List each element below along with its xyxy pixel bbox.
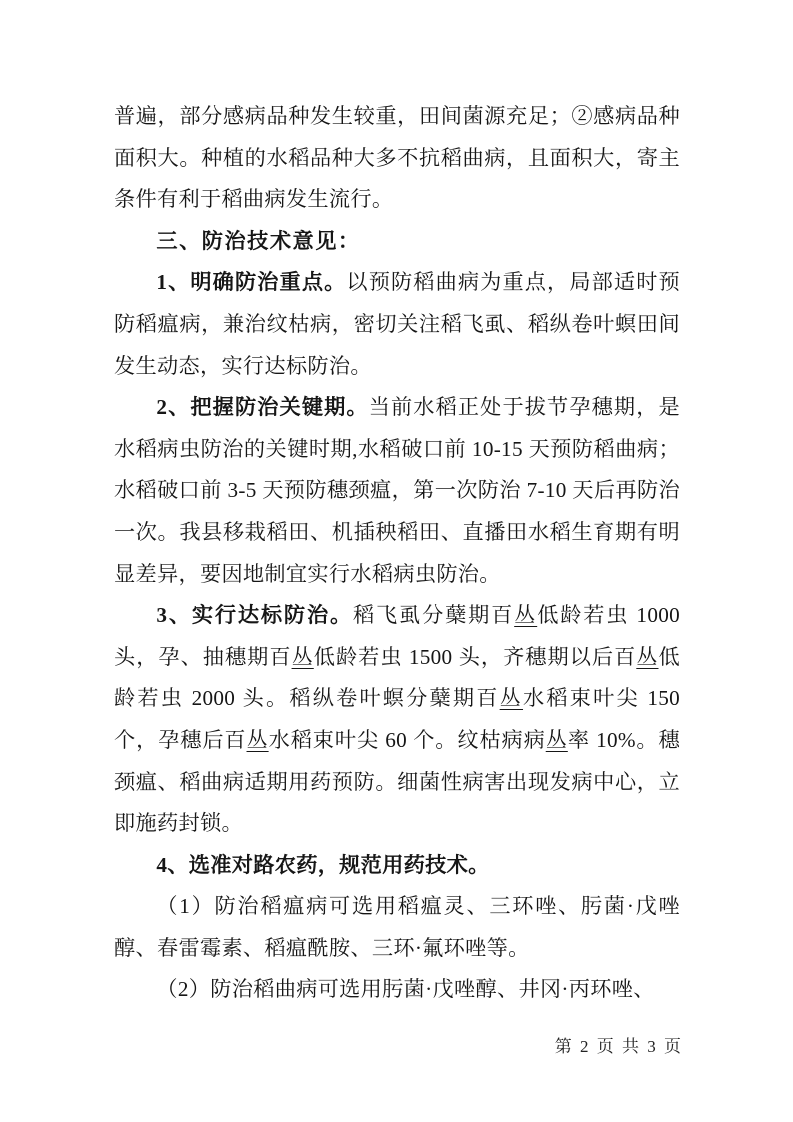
bold-text-run: 3、实行达标防治。 [156,603,353,628]
bold-text-run: 4、选准对路农药，规范用药技术。 [156,852,490,877]
text-run: 低龄若虫 1000 头，孕、抽穗期百 [114,603,680,669]
text-run: 低龄若虫 2000 头。稻纵卷叶螟分蘖期百 [114,644,680,711]
paragraph [114,886,680,969]
underlined-text-run: 丛 [246,727,269,752]
paragraph [114,387,680,595]
text-run: 水稻束叶尖 60 个。纹枯病病 [268,727,546,752]
text-run: （1）防治稻瘟病可选用稻瘟灵、三环唑、肟菌·戊唑醇、春雷霉素、稻瘟酰胺、三环·氟环唑等。 [114,894,680,960]
underlined-text-run: 丛 [636,644,659,669]
bold-text-run: 2、把握防治关键期。 [156,395,369,420]
underlined-text-run: 丛 [545,727,568,752]
text-run: 普遍，部分感病品种发生较重，田间菌源充足；②感病品种面积大。种植的水稻品种大多不抗稻曲病，且面积大，寄主条件有利于稻曲病发生流行。 [114,104,680,212]
bold-text-run: 三、防治技术意见： [156,229,361,253]
text-run: 水稻束叶尖 150 个，孕穗后百 [114,686,680,752]
paragraph [114,595,680,845]
paragraph [114,221,680,263]
text-run: 率 10%。穗颈瘟、稻曲病适期用药预防。细菌性病害出现发病中心，立即施药封锁。 [114,727,680,836]
text-run: 以预防稻曲病为重点，局部适时预防稻瘟病，兼治纹枯病，密切关注稻飞虱、稻纵卷叶螟田间发生动态，实行达标防治。 [114,270,680,378]
paragraph [114,96,680,221]
document-body [114,96,680,1011]
underlined-text-run: 丛 [499,686,524,711]
underlined-text-run: 丛 [291,644,314,669]
text-run: 当前水稻正处于拔节孕穗期，是水稻病虫防治的关键时期,水稻破口前 10-15 天预防稻曲病；水稻破口前 3-5 天预防穗颈瘟，第一次防治 7-10 天后再防治一次。我县移栽稻田、机插秧稻田、直播田水稻生育期有明显差异，要因地制宜实行水稻病虫防治。 [114,395,680,586]
text-run: 低龄若虫 1500 头，齐穗期以后百 [313,644,637,669]
text-run: （2）防治稻曲病可选用肟菌·戊唑醇、井冈·丙环唑、 [156,977,655,1002]
bold-text-run: 1、明确防治重点。 [156,270,347,295]
paragraph [114,845,680,887]
page-footer [555,1032,683,1057]
page-number-label: 第 2 页 共 3 页 [554,1037,683,1056]
paragraph [114,262,680,387]
underlined-text-run: 丛 [514,603,538,628]
text-run: 稻飞虱分蘖期百 [353,603,515,628]
paragraph [114,969,680,1011]
